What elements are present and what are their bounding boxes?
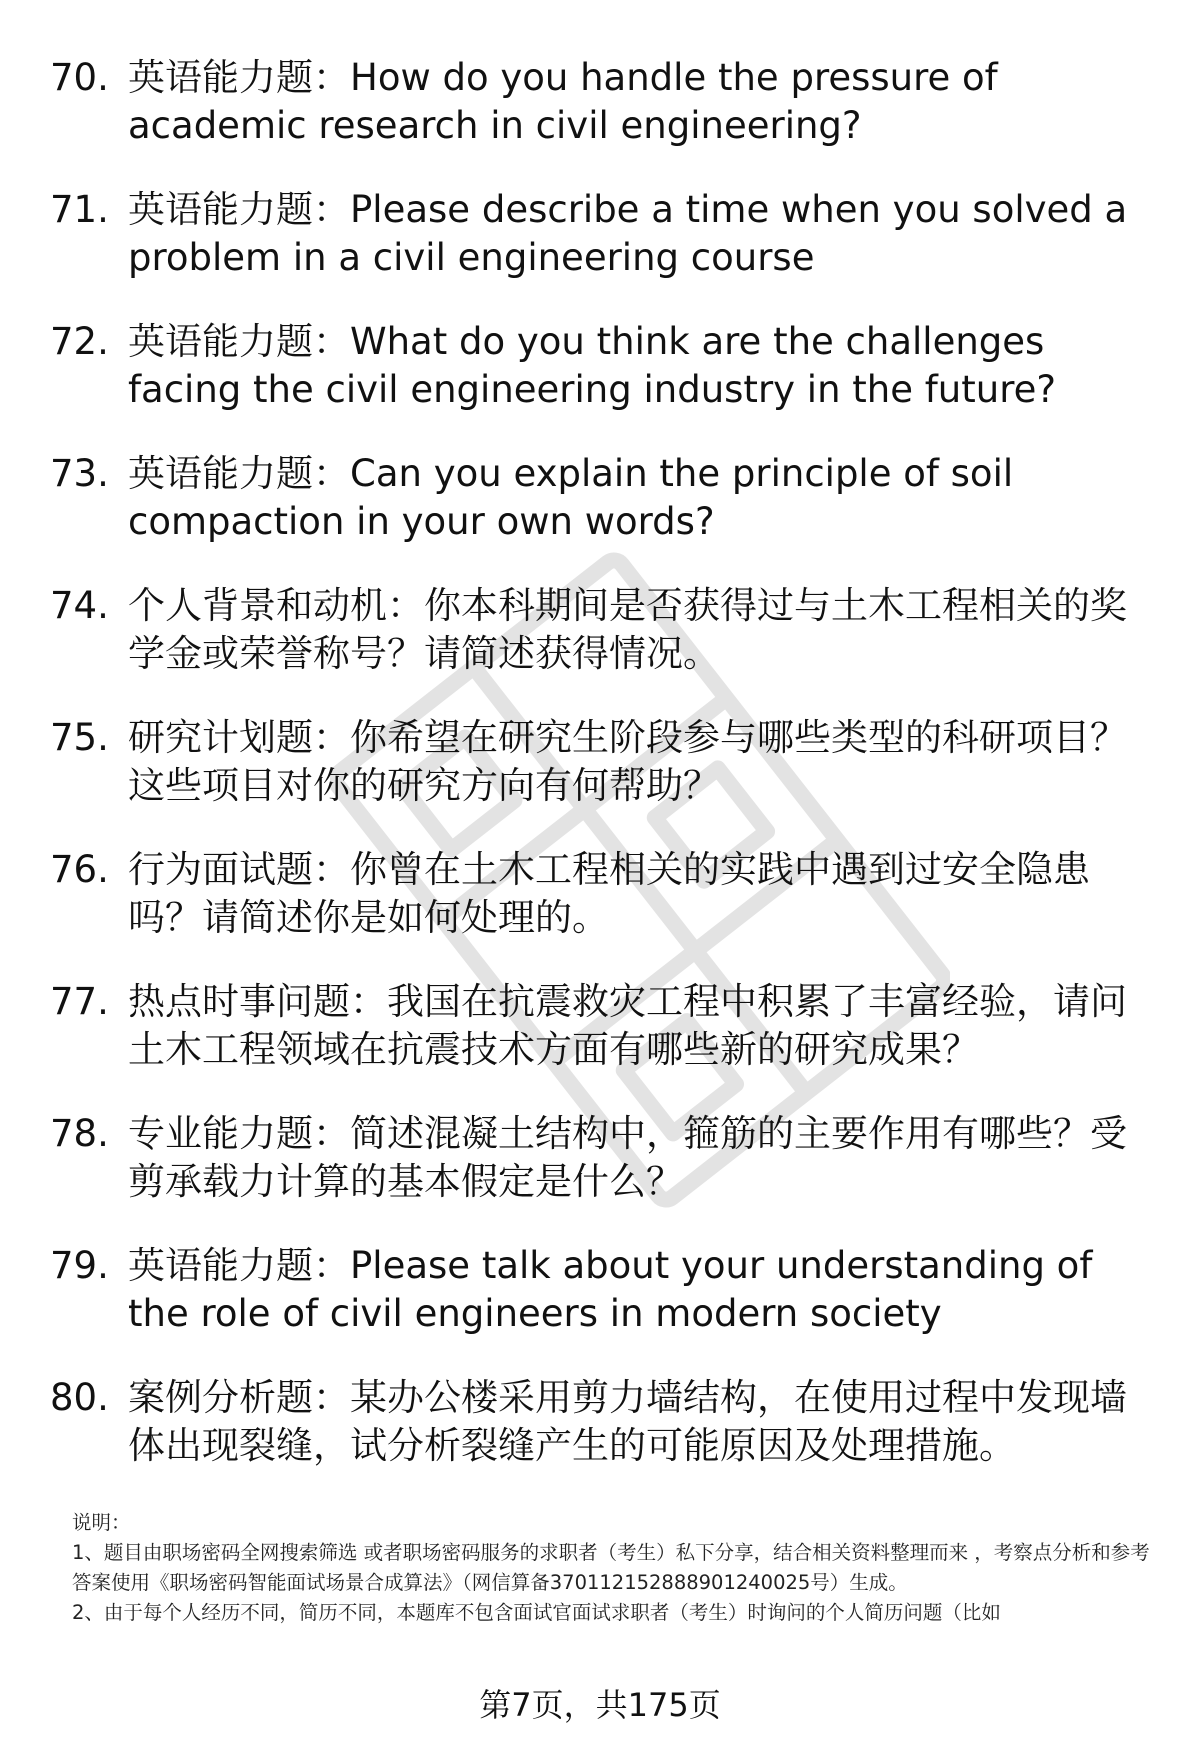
question-number: 80.	[50, 1376, 109, 1419]
question-item	[50, 978, 1160, 1074]
question-text: 研究计划题：你希望在研究生阶段参与哪些类型的科研项目？这些项目对你的研究方向有何帮助？	[128, 716, 1127, 807]
question-number: 79.	[50, 1244, 109, 1287]
question-text: 英语能力题：How do you handle the pressure of academic research in civil engineering?	[128, 56, 998, 147]
question-number: 70.	[50, 56, 109, 99]
question-text: 个人背景和动机：你本科期间是否获得过与土木工程相关的奖学金或荣誉称号？请简述获得情况。	[128, 584, 1127, 675]
notes-item-2: 2、由于每个人经历不同，简历不同，本题库不包含面试官面试求职者（考生）时询问的个人简历问题（比如	[72, 1601, 1001, 1624]
question-number: 76.	[50, 848, 109, 891]
notes-heading: 说明：	[72, 1511, 131, 1534]
question-text: 专业能力题：简述混凝土结构中，箍筋的主要作用有哪些？受剪承载力计算的基本假定是什么？	[128, 1112, 1127, 1203]
question-item	[50, 714, 1160, 810]
notes-section	[72, 1508, 1152, 1628]
question-number: 73.	[50, 452, 109, 495]
question-item	[50, 186, 1160, 282]
question-item	[50, 1110, 1160, 1206]
notes-item-1: 1、题目由职场密码全网搜索筛选 或者职场密码服务的求职者（考生）私下分享，结合相关资料整理而来 ，考察点分析和参考答案使用《职场密码智能面试场景合成算法》（网信算备370112152888901240025号）生成。	[72, 1541, 1150, 1594]
question-item	[50, 582, 1160, 678]
question-number: 72.	[50, 320, 109, 363]
question-text: 热点时事问题：我国在抗震救灾工程中积累了丰富经验，请问土木工程领域在抗震技术方面有哪些新的研究成果？	[128, 980, 1127, 1071]
question-number: 74.	[50, 584, 109, 627]
question-item	[50, 1374, 1160, 1470]
question-text: 英语能力题：Please talk about your understanding of the role of civil engineers in modern society	[128, 1244, 1093, 1335]
question-item	[50, 1242, 1160, 1338]
question-text: 英语能力题：Please describe a time when you solved a problem in a civil engineering course	[128, 188, 1128, 279]
question-text: 英语能力题：What do you think are the challenges facing the civil engineering industry in the future?	[128, 320, 1057, 411]
question-item	[50, 54, 1160, 150]
question-text: 案例分析题：某办公楼采用剪力墙结构，在使用过程中发现墙体出现裂缝，试分析裂缝产生的可能原因及处理措施。	[128, 1376, 1127, 1467]
question-item	[50, 846, 1160, 942]
question-item	[50, 318, 1160, 414]
question-number: 71.	[50, 188, 109, 231]
question-item	[50, 450, 1160, 546]
question-number: 75.	[50, 716, 109, 759]
question-text: 行为面试题：你曾在土木工程相关的实践中遇到过安全隐患吗？请简述你是如何处理的。	[128, 848, 1090, 939]
question-list	[50, 54, 1160, 1506]
question-text: 英语能力题：Can you explain the principle of soil compaction in your own words?	[128, 452, 1014, 543]
question-number: 78.	[50, 1112, 109, 1155]
page-number-footer: 第7页，共175页	[479, 1686, 721, 1724]
question-number: 77.	[50, 980, 109, 1023]
